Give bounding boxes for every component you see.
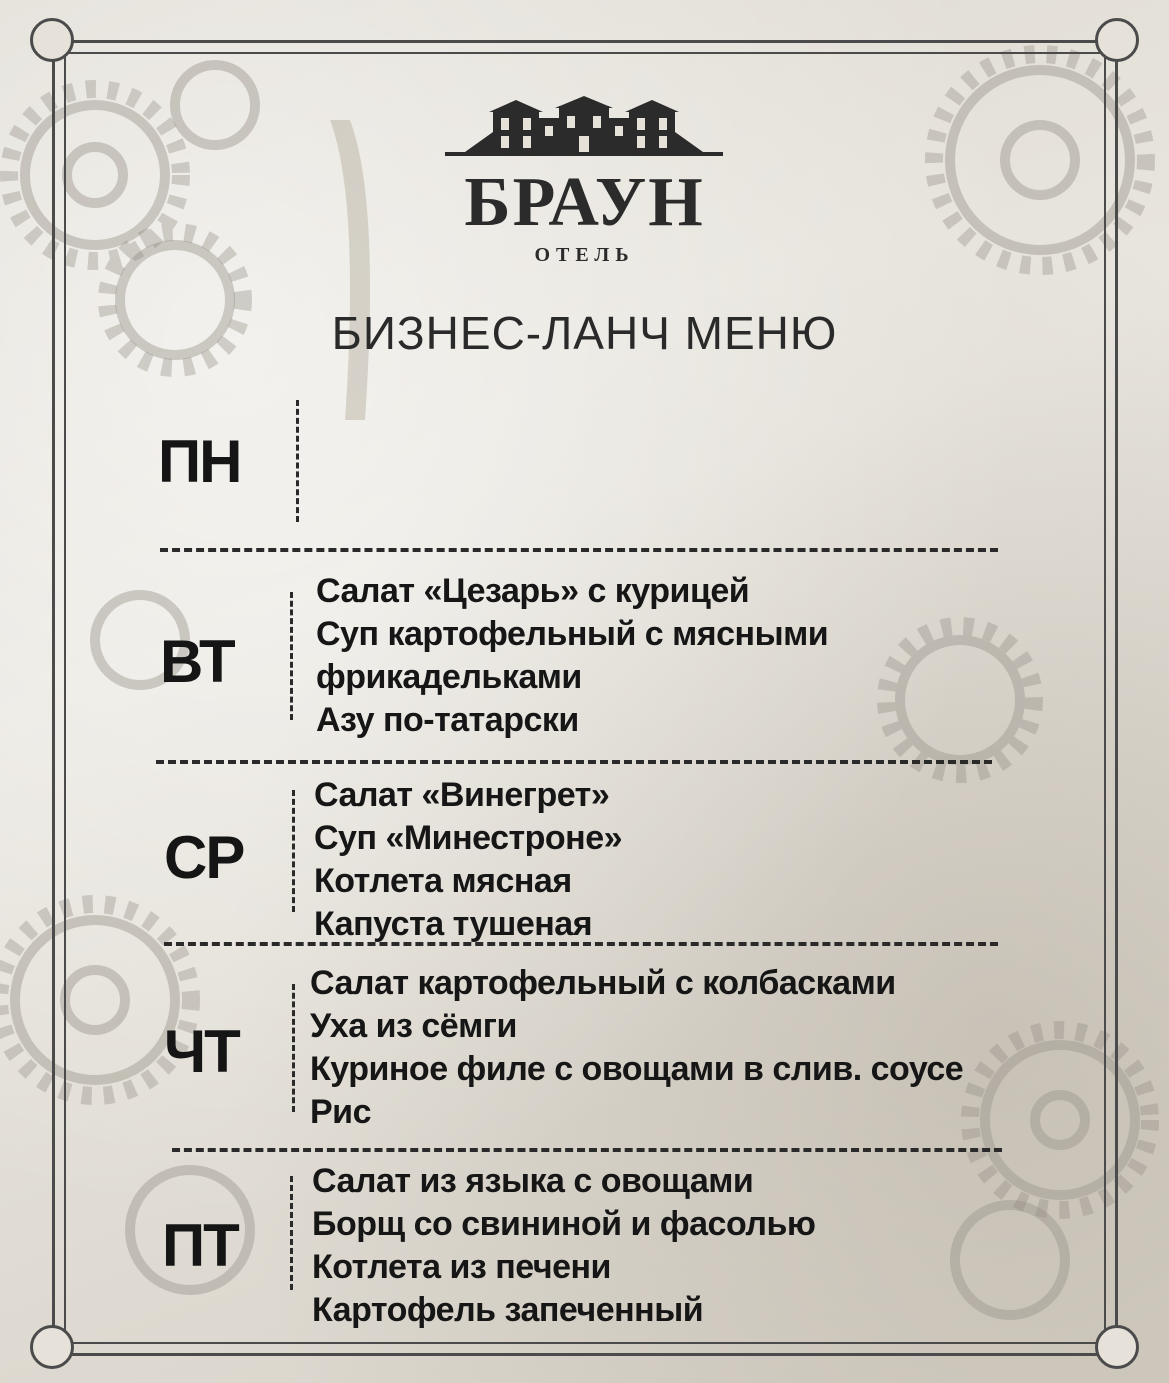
vertical-divider: [296, 400, 299, 522]
dish-item: Салат из языка с овощами: [312, 1162, 754, 1200]
dish-item: Салат «Винегрет»: [314, 776, 610, 814]
day-label-thu: ЧТ: [164, 1018, 239, 1085]
dish-item: Котлета мясная: [314, 862, 572, 900]
dish-item: Салат «Цезарь» с курицей: [316, 572, 750, 610]
dish-item: Рис: [310, 1093, 371, 1131]
dish-list-wed: [314, 774, 622, 946]
day-label-mon: ПН: [158, 428, 241, 495]
dish-item: Куриное филе с овощами в слив. соусе: [310, 1050, 964, 1088]
dish-item: Салат картофельный с колбасками: [310, 964, 896, 1002]
day-label-wed: СР: [164, 824, 244, 891]
vertical-divider: [292, 790, 295, 912]
day-divider: [156, 760, 992, 764]
dish-item: Азу по-татарски: [316, 701, 579, 739]
hotel-subtitle: ОТЕЛЬ: [534, 244, 635, 266]
vertical-divider: [290, 1176, 293, 1290]
frame-corner-ornament: [30, 18, 74, 62]
page-title: БИЗНЕС-ЛАНЧ МЕНЮ: [331, 307, 838, 359]
dish-list-fri: [312, 1160, 815, 1332]
vertical-divider: [290, 592, 293, 720]
frame-corner-ornament: [1095, 18, 1139, 62]
day-divider: [160, 548, 998, 552]
dish-item: Суп картофельный с мясными: [316, 615, 829, 653]
day-divider: [172, 1148, 1002, 1152]
dish-item: Суп «Минестроне»: [314, 819, 623, 857]
hotel-name: БРАУН: [464, 164, 705, 241]
dish-item: Борщ со свининой и фасолью: [312, 1205, 816, 1243]
dish-item: Картофель запеченный: [312, 1291, 704, 1329]
day-label-tue: ВТ: [160, 628, 234, 695]
vertical-divider: [292, 984, 295, 1112]
frame-corner-ornament: [1095, 1325, 1139, 1369]
dish-list-tue: [316, 570, 828, 742]
hotel-building-icon: [445, 96, 723, 160]
day-label-fri: ПТ: [162, 1212, 238, 1279]
dish-item: Капуста тушеная: [314, 905, 593, 943]
dish-item: Уха из сёмги: [310, 1007, 517, 1045]
dish-list-thu: [310, 962, 963, 1134]
dish-item: Котлета из печени: [312, 1248, 611, 1286]
dish-item: фрикадельками: [316, 658, 582, 696]
frame-corner-ornament: [30, 1325, 74, 1369]
day-divider: [164, 942, 998, 946]
